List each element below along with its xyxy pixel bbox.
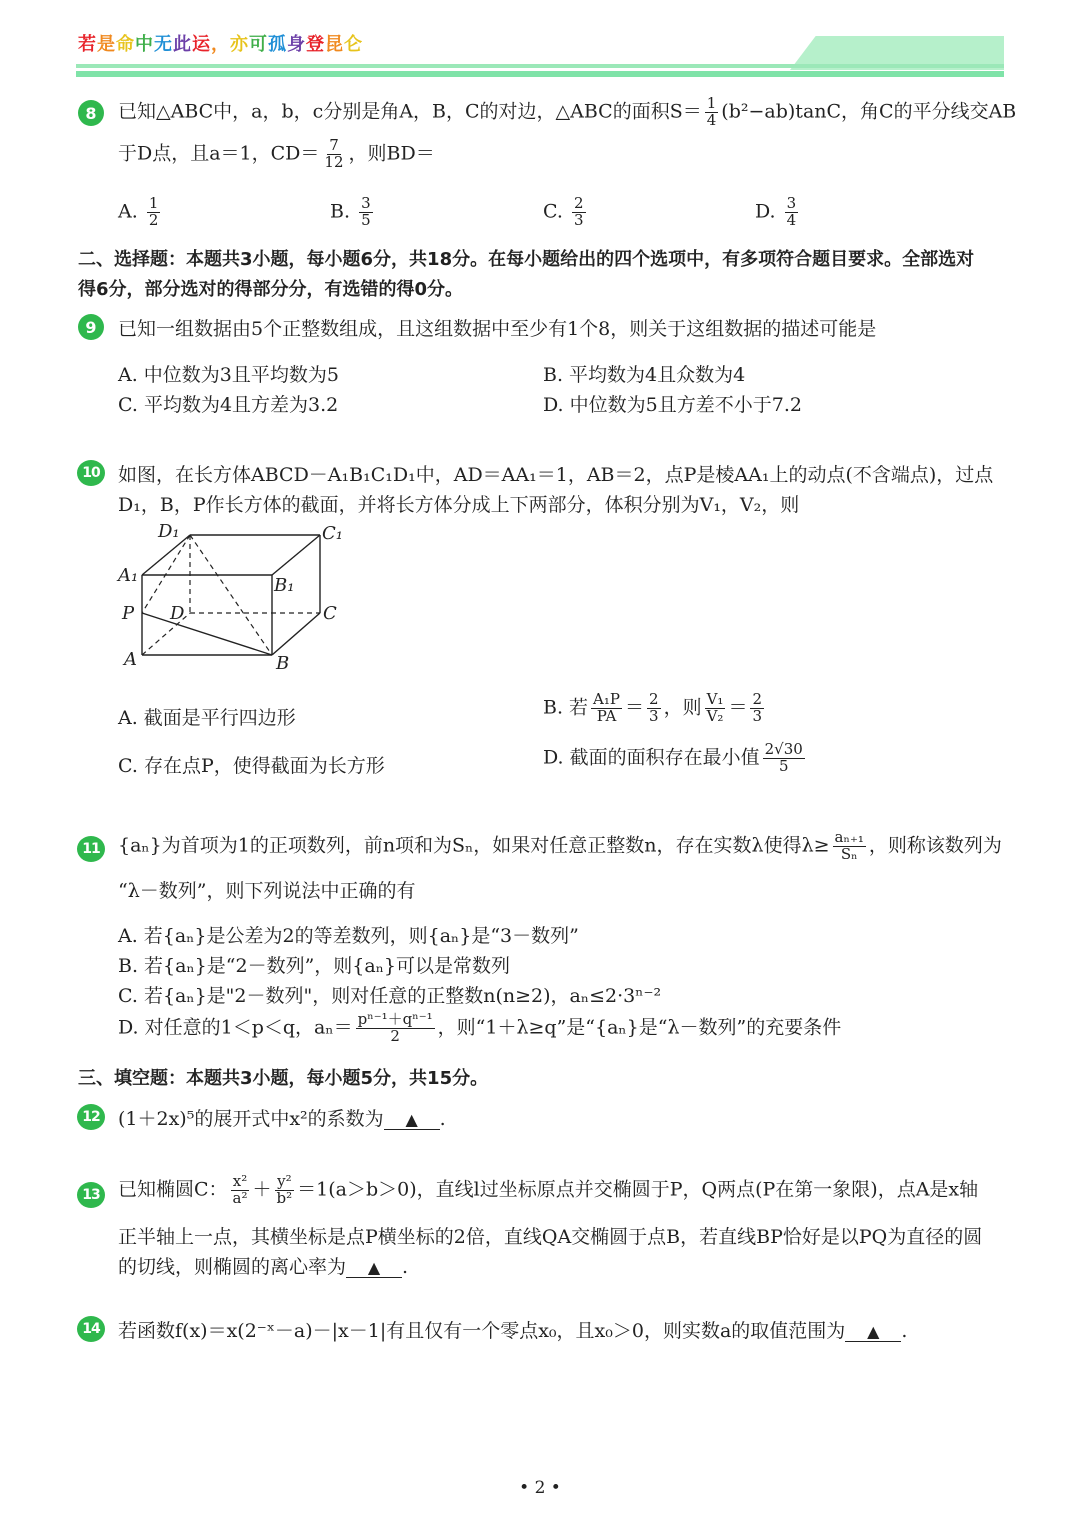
option-prefix: D. 对任意的1＜p＜q，aₙ＝ xyxy=(118,1016,353,1039)
q13-line3 xyxy=(118,1252,408,1279)
question-number-12: 12 xyxy=(77,1104,105,1130)
option-suffix: ，则“1＋λ≥q”是“{aₙ}是“λ－数列”的充要条件 xyxy=(437,1016,842,1039)
option-label: B. xyxy=(330,200,351,223)
q8-s-fraction xyxy=(705,96,719,129)
q10-line1: 如图，在长方体ABCD－A₁B₁C₁D₁中，AD＝AA₁＝1，AB＝2，点P是棱AA₁上的动点(不含端点)，过点 xyxy=(118,464,994,486)
frac-num: 2 xyxy=(649,690,659,708)
q8-text2b: ，则BD＝ xyxy=(348,142,435,165)
q11-option-c: C. 若{aₙ}是"2－数列"，则对任意的正整数n(n≥2)，aₙ≤2·3ⁿ⁻² xyxy=(118,985,662,1007)
frac-den: 3 xyxy=(649,706,659,725)
motto-char: 是 xyxy=(97,34,116,55)
section-3-heading: 三、填空题：本题共3小题，每小题5分，共15分。 xyxy=(78,1068,489,1089)
option-fraction xyxy=(763,742,805,775)
label-b: B xyxy=(276,653,290,674)
option-label: C. xyxy=(543,200,563,223)
q14-line xyxy=(118,1316,907,1343)
ellipse-fraction-x xyxy=(231,1174,250,1207)
option-connector: ，则 xyxy=(663,696,702,719)
frac-den: 5 xyxy=(361,210,371,229)
frac-den: 4 xyxy=(786,210,797,229)
page-number: • 2 • xyxy=(519,1478,561,1498)
motto-char: 中 xyxy=(135,34,154,55)
q10-line2: D₁，B，P作长方体的截面，并将长方体分成上下两部分，体积分别为V₁，V₂，则 xyxy=(118,494,800,516)
option-prefix: D. 截面的面积存在最小值 xyxy=(543,746,760,769)
label-a1: A₁ xyxy=(118,565,139,586)
frac-num: 2 xyxy=(752,690,762,708)
option-fraction xyxy=(705,692,726,725)
frac-num: 7 xyxy=(329,136,339,154)
label-d1: D₁ xyxy=(158,521,180,542)
motto-char: 孤 xyxy=(268,34,287,55)
q10-option-b xyxy=(543,692,767,725)
frac-num: 3 xyxy=(786,194,797,212)
motto-char: 运 xyxy=(192,34,211,55)
answer-blank[interactable]: ▲ xyxy=(384,1110,440,1130)
motto-char: 登 xyxy=(306,34,325,55)
frac-num: 1 xyxy=(706,94,717,112)
frac-den: b² xyxy=(276,1188,293,1207)
motto-char: 此 xyxy=(173,34,192,55)
q8-option-a xyxy=(118,196,163,229)
frac-num: V₁ xyxy=(706,690,724,708)
motto-char: 可 xyxy=(249,34,268,55)
period: . xyxy=(439,1108,446,1130)
q12-line xyxy=(118,1104,446,1131)
q13-text3: 的切线，则椭圆的离心率为 xyxy=(118,1256,347,1278)
header-motto xyxy=(78,30,363,56)
q9-option-b: B. 平均数为4且众数为4 xyxy=(543,364,746,386)
q11-option-d xyxy=(118,1012,841,1045)
label-c1: C₁ xyxy=(322,523,343,544)
q8-line1 xyxy=(118,96,1016,129)
q10-option-d xyxy=(543,742,808,775)
header-rule-top xyxy=(76,64,1004,68)
question-number-13: 13 xyxy=(77,1182,105,1208)
frac-num: 1 xyxy=(148,194,159,212)
option-fraction xyxy=(572,196,586,229)
frac-den: Sₙ xyxy=(840,844,858,863)
q13-line2: 正半轴上一点，其横坐标是点P横坐标的2倍，直线QA交椭圆于点B，若直线BP恰好是以PQ为直径的圆 xyxy=(118,1226,983,1248)
period: . xyxy=(901,1320,908,1342)
period: . xyxy=(402,1256,409,1278)
label-p: P xyxy=(122,603,135,624)
q10-option-a: A. 截面是平行四边形 xyxy=(118,707,296,729)
q8-line2 xyxy=(118,138,435,171)
section-2-heading-line1: 二、选择题：本题共3小题，每小题6分，共18分。在每小题给出的四个选项中，有多项符合题目要求。全部选对 xyxy=(78,249,975,270)
motto-char: 昆 xyxy=(325,34,344,55)
equals-sign: ＝ xyxy=(625,696,645,719)
frac-num: y² xyxy=(277,1172,292,1190)
motto-char: 无 xyxy=(154,34,173,55)
frac-num: A₁P xyxy=(593,690,620,708)
q10-option-c: C. 存在点P，使得截面为长方形 xyxy=(118,755,385,777)
option-prefix: B. 若 xyxy=(543,696,589,719)
question-number-10: 10 xyxy=(77,460,105,486)
q12-text: (1＋2x)⁵的展开式中x²的系数为 xyxy=(118,1108,384,1130)
label-d: D xyxy=(170,603,185,624)
option-label: A. xyxy=(118,200,138,223)
q8-option-c xyxy=(543,196,589,229)
q9-option-d: D. 中位数为5且方差不小于7.2 xyxy=(543,394,802,416)
motto-char: 亦 xyxy=(230,34,249,55)
q8-option-d xyxy=(755,196,801,229)
answer-blank[interactable]: ▲ xyxy=(845,1322,901,1342)
q11-option-b: B. 若{aₙ}是“2－数列”，则{aₙ}可以是常数列 xyxy=(118,955,511,977)
q8-text2a: 于D点，且a＝1，CD＝ xyxy=(118,142,320,165)
question-number-11: 11 xyxy=(77,836,105,862)
question-number-8: 8 xyxy=(78,100,104,126)
frac-den: V₂ xyxy=(706,706,724,725)
option-fraction xyxy=(356,1012,435,1045)
frac-den: 2 xyxy=(148,210,159,229)
frac-num: pⁿ⁻¹＋qⁿ⁻¹ xyxy=(357,1010,433,1028)
frac-num: x² xyxy=(232,1172,248,1190)
frac-num: 3 xyxy=(361,194,371,212)
frac-den: 3 xyxy=(573,210,584,229)
label-c: C xyxy=(323,603,337,624)
q11-line1 xyxy=(118,830,1002,863)
label-b1: B₁ xyxy=(274,575,295,596)
q11-text1b: ，则称该数列为 xyxy=(868,834,1002,857)
motto-char: ， xyxy=(211,34,230,55)
motto-char: 身 xyxy=(287,34,306,55)
q9-text: 已知一组数据由5个正整数组成，且这组数据中至少有1个8，则关于这组数据的描述可能是 xyxy=(118,318,877,340)
q11-line2: “λ－数列”，则下列说法中正确的有 xyxy=(118,880,416,902)
frac-den: 3 xyxy=(752,706,762,725)
option-fraction xyxy=(785,196,799,229)
q13-text1b: ＝1(a＞b＞0)，直线l过坐标原点并交椭圆于P，Q两点(P在第一象限)，点A是x轴 xyxy=(297,1178,979,1201)
option-fraction xyxy=(647,692,661,725)
q8-cd-fraction xyxy=(322,138,345,171)
q11-text1a: {aₙ}为首项为1的正项数列，前n项和为Sₙ，如果对任意正整数n，存在实数λ使得λ≥ xyxy=(118,834,830,857)
label-a: A xyxy=(124,649,137,670)
frac-den: a² xyxy=(232,1188,248,1207)
q11-fraction xyxy=(833,830,866,863)
cuboid-figure xyxy=(110,515,360,675)
q9-option-a: A. 中位数为3且平均数为5 xyxy=(118,364,339,386)
q8-option-b xyxy=(330,196,376,229)
motto-char: 命 xyxy=(116,34,135,55)
option-fraction xyxy=(750,692,764,725)
ellipse-fraction-y xyxy=(275,1174,295,1207)
section-2-heading-line2: 得6分，部分选对的得部分分，有选错的得0分。 xyxy=(78,279,464,300)
frac-den: 2 xyxy=(390,1026,400,1045)
frac-num: 2 xyxy=(573,194,584,212)
q13-line1 xyxy=(118,1174,978,1207)
plus-sign: ＋ xyxy=(252,1178,272,1201)
frac-num: 2√30 xyxy=(764,740,803,758)
motto-char: 仑 xyxy=(344,34,363,55)
option-label: D. xyxy=(755,200,776,223)
frac-num: aₙ₊₁ xyxy=(834,828,864,846)
q11-option-a: A. 若{aₙ}是公差为2的等差数列，则{aₙ}是“3－数列” xyxy=(118,925,579,947)
question-number-14: 14 xyxy=(77,1316,105,1342)
q14-text: 若函数f(x)＝x(2⁻ˣ－a)－|x－1|有且仅有一个零点x₀，且x₀＞0，则实数a的取值范围为 xyxy=(118,1320,846,1342)
q8-text1b: (b²−ab)tanC，角C的平分线交AB xyxy=(721,100,1017,123)
option-fraction xyxy=(359,196,373,229)
answer-blank[interactable]: ▲ xyxy=(346,1258,402,1278)
option-fraction xyxy=(147,196,161,229)
q8-text1a: 已知△ABC中，a，b，c分别是角A，B，C的对边，△ABC的面积S＝ xyxy=(118,100,702,123)
motto-char: 若 xyxy=(78,34,97,55)
equals-sign: ＝ xyxy=(728,696,748,719)
option-fraction xyxy=(591,692,622,725)
header-rule-bottom xyxy=(76,71,1004,77)
q9-option-c: C. 平均数为4且方差为3.2 xyxy=(118,394,339,416)
frac-den: 5 xyxy=(778,756,789,775)
frac-den: 12 xyxy=(324,152,344,171)
question-number-9: 9 xyxy=(78,314,104,340)
frac-den: 4 xyxy=(706,110,717,129)
frac-den: PA xyxy=(596,706,617,725)
q13-text1a: 已知椭圆C： xyxy=(118,1178,228,1201)
